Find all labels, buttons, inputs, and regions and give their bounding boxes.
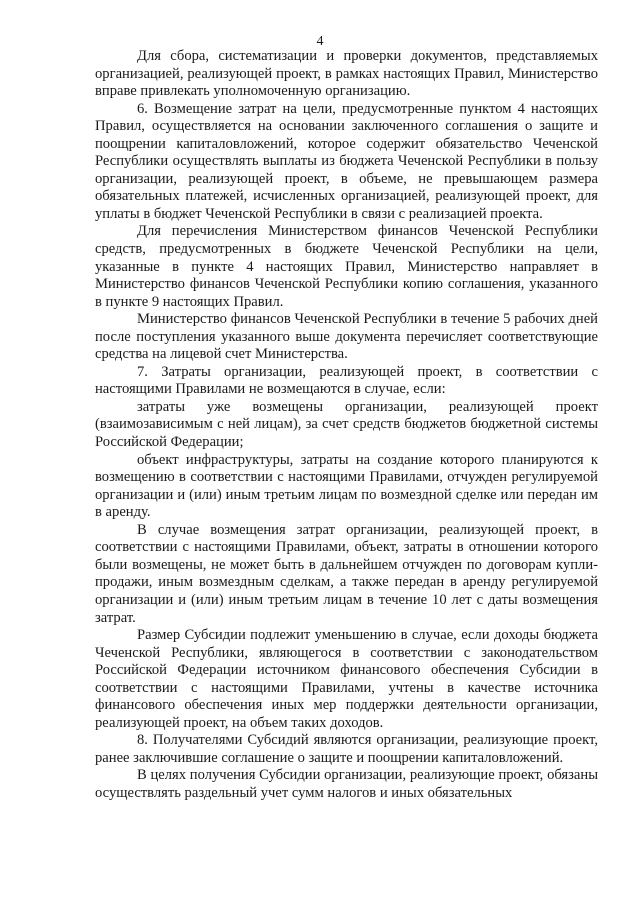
document-body — [95, 48, 598, 803]
paragraph: 6. Возмещение затрат на цели, предусмотренные пунктом 4 настоящих Правил, осуществляется на основании заключенного соглашения о защите и поощрении капиталовложений, которое содержит обязательство Чеченской Республики осуществлять выплаты из бюджета Чеченской Республики в пользу организации, реализующей проект, в объеме, не превышающем размера обязательных платежей, исчисленных организацией, реализующей проект, для уплаты в бюджет Чеченской Республики в связи с реализацией проекта. — [95, 100, 598, 222]
paragraph: Размер Субсидии подлежит уменьшению в случае, если доходы бюджета Чеченской Республики, являющегося в соответствии с законодательством Российской Федерации источником финансового обеспечения Субсидии в соответствии с настоящими Правилами, учтены в качестве источника финансового обеспечения иных мер поддержки деятельности организации, реализующей проект, на объем таких доходов. — [95, 627, 598, 731]
paragraph: 7. Затраты организации, реализующей проект, в соответствии с настоящими Правилами не возмещаются в случае, если: — [95, 363, 598, 398]
paragraph: В случае возмещения затрат организации, реализующей проект, в соответствии с настоящими Правилами, объект, затраты в отношении которого были возмещены, не может быть в дальнейшем отчужден по договорам купли-продажи, иным возмездным сделкам, а также передан в аренду регулируемой организации и (или) иным третьим лицам в течение 10 лет с даты возмещения затрат. — [95, 521, 598, 626]
paragraph: Для сбора, систематизации и проверки документов, представляемых организацией, реализующей проект, в рамках настоящих Правил, Министерство вправе привлекать уполномоченную организацию. — [95, 48, 598, 100]
paragraph: В целях получения Субсидии организации, реализующие проект, обязаны осуществлять раздельный учет сумм налогов и иных обязательных — [95, 767, 598, 801]
page-number: 4 — [316, 34, 324, 49]
paragraph: объект инфраструктуры, затраты на создание которого планируются к возмещению в соответствии с настоящими Правилами, отчужден регулируемой организации и (или) иным третьим лицам по возмездной сделке или передан им в аренду. — [95, 451, 598, 521]
paragraph: Для перечисления Министерством финансов Чеченской Республики средств, предусмотренных в бюджете Чеченской Республики на цели, указанные в пункте 4 настоящих Правил, Министерство направляет в Министерство финансов Чеченской Республики копию соглашения, указанного в пункте 9 настоящих Правил. — [95, 223, 598, 310]
paragraph: затраты уже возмещены организации, реализующей проект (взаимозависимым с ней лицам), за счет средств бюджетов бюджетной системы Российской Федерации; — [95, 398, 598, 451]
paragraph: Министерство финансов Чеченской Республики в течение 5 рабочих дней после поступления указанного выше документа перечисляет соответствующие средства на лицевой счет Министерства. — [95, 311, 598, 363]
paragraph: 8. Получателями Субсидий являются организации, реализующие проект, ранее заключившие соглашение о защите и поощрении капиталовложений. — [95, 732, 598, 766]
